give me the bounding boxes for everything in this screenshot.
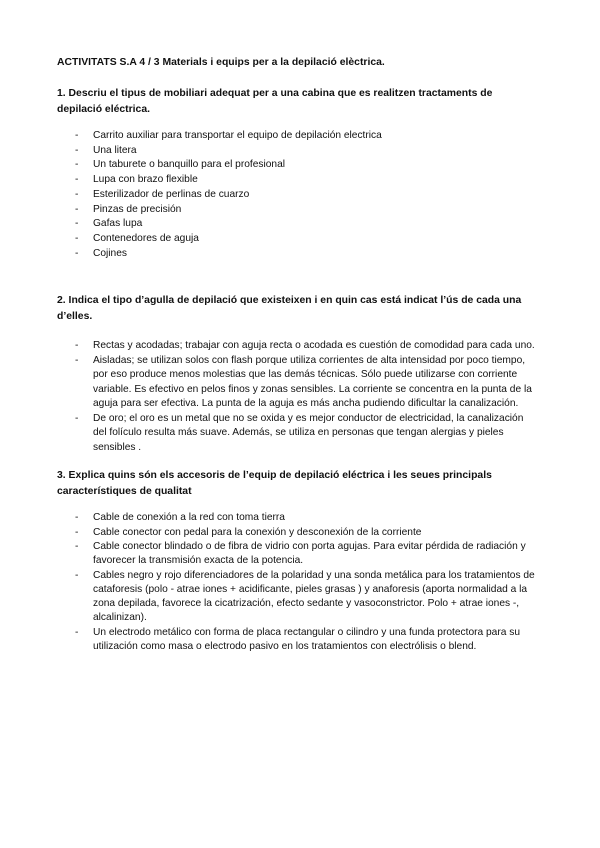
list-item: - Pinzas de precisión: [57, 203, 537, 218]
list-item: - Un electrodo metálico con forma de placa rectangular o cilindro y una funda protectora para su utilización como masa o electrodo pasivo en los tratamientos con electrólisis o blend.: [57, 626, 537, 655]
list-item: - Aisladas; se utilizan solos con flash porque utiliza corrientes de alta intensidad por poco tiempo, por eso produce menos molestias que las demás técnicas. Sólo puede utilizarse con corriente variable. Es efectivo en pelos finos y zonas sensibles. La corriente se concentra en la punta de la aguja para ser efectiva. La punta de la aguja es más ancha pudiendo dificultar la canalización.: [57, 354, 537, 412]
question-3-heading: 3. Explica quins són els accesoris de l’equip de depilació eléctrica i les seues principals característiques de qualitat: [57, 470, 492, 497]
list-item: - Lupa con brazo flexible: [57, 173, 537, 188]
question-2-heading: 2. Indica el tipo d’agulla de depilació que existeixen i en quin cas está indicat l’ús de cada una d’elles.: [57, 295, 522, 322]
list-item: - Esterilizador de perlinas de cuarzo: [57, 188, 537, 203]
document-title: ACTIVITATS S.A 4 / 3 Materials i equips per a la depilació elèctrica.: [57, 57, 385, 68]
list-item: - Cable conector con pedal para la conexión y desconexión de la corriente: [57, 526, 537, 540]
list-item: - Cojines: [57, 247, 537, 262]
section-1: [57, 86, 537, 261]
section-3: [57, 468, 537, 654]
list-item: - Carrito auxiliar para transportar el equipo de depilación electrica: [57, 129, 537, 144]
needle-types-list: [57, 339, 537, 455]
document-page: [57, 56, 537, 654]
list-item: - Cable conector blindado o de fibra de vidrio con porta agujas. Para evitar pérdida de radiación y favorecer la transmisión exacta de la potencia.: [57, 540, 537, 569]
list-item: - Una litera: [57, 144, 537, 159]
list-item: - Contenedores de aguja: [57, 232, 537, 247]
list-item: - De oro; el oro es un metal que no se oxida y es mejor conductor de electricidad, la canalización del folículo resulta más suave. Además, se utiliza en personas que tengan alergias y pieles sensibles .: [57, 412, 537, 456]
list-item: - Rectas y acodadas; trabajar con aguja recta o acodada es cuestión de comodidad para cada uno.: [57, 339, 537, 354]
list-item: - Gafas lupa: [57, 217, 537, 232]
question-1-heading: 1. Descriu el tipus de mobiliari adequat per a una cabina que es realitzen tractaments de depilació eléctrica.: [57, 88, 493, 115]
list-item: - Un taburete o banquillo para el profesional: [57, 158, 537, 173]
list-item: - Cable de conexión a la red con toma tierra: [57, 511, 537, 525]
accessories-list: [57, 511, 537, 654]
list-item: - Cables negro y rojo diferenciadores de la polaridad y una sonda metálica para los tratamientos de cataforesis (polo - atrae iones + acidificante, pieles grasas ) y anaforesis (aporta normalidad a la zona depilada, favorece la cicatrización, efecto sedante y vasoconstrictor. Polo + atrae iones -, alcalinizan).: [57, 569, 537, 626]
furniture-list: [57, 129, 537, 261]
section-2: [57, 293, 537, 455]
